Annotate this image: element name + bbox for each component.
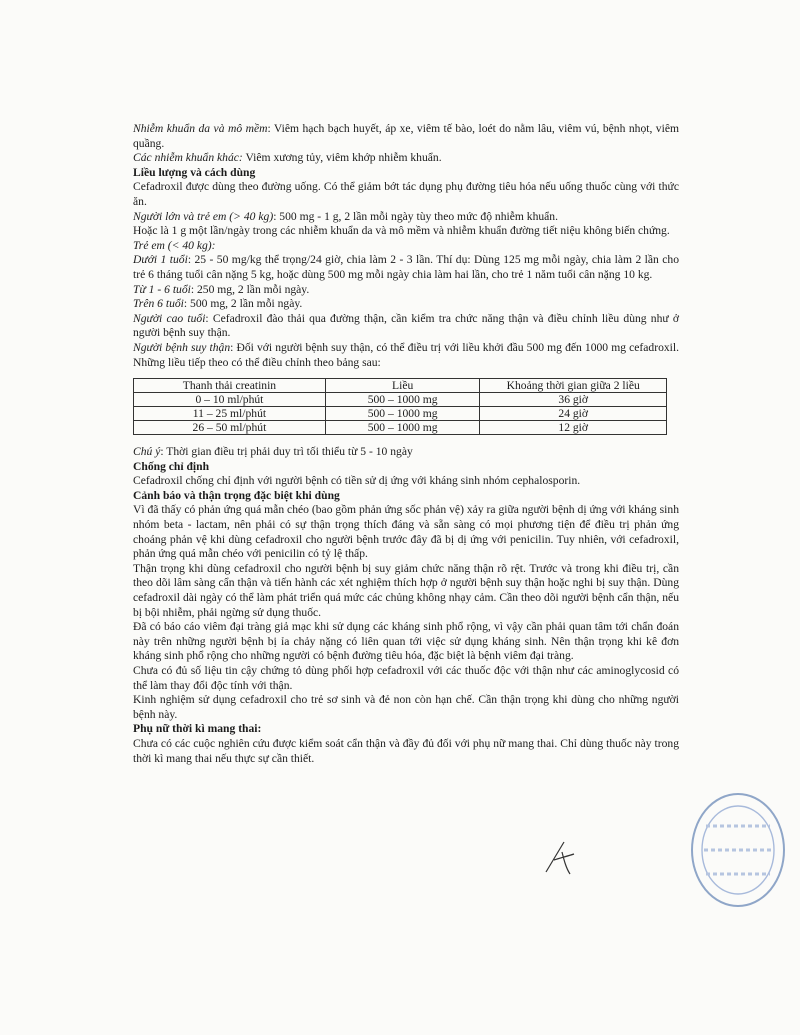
child-dose-label: Trẻ em (< 40 kg): xyxy=(133,238,216,252)
renal-label: Người bệnh suy thận xyxy=(133,340,231,354)
over6-text: : 500 mg, 2 lần mỗi ngày. xyxy=(183,297,303,311)
renal-dose-table xyxy=(133,378,667,435)
elderly-paragraph xyxy=(133,312,679,341)
note-label: Chú ý xyxy=(133,445,161,459)
table-row xyxy=(134,421,667,435)
other-infections-paragraph xyxy=(133,151,679,166)
adult-dose-label: Người lớn và trẻ em (> 40 kg) xyxy=(133,209,274,223)
document-body xyxy=(133,122,679,766)
under1-text: : 25 - 50 mg/kg thể trọng/24 giờ, chia làm 2 - 3 lần. Thí dụ: Dùng 125 mg mỗi ngày, chia làm 2 lần cho trẻ 6 tháng tuổi cân nặng 5 kg, hoặc dùng 500 mg mỗi ngày chia làm hai lần, cho trẻ 1 năm tuổi cân nặng 10 kg. xyxy=(133,253,680,281)
skin-infections-text: : Viêm hạch bạch huyết, áp xe, viêm tế bào, loét do nằm lâu, viêm vú, bệnh nhọt, viêm quầng. xyxy=(133,122,679,150)
table-cell: 500 – 1000 mg xyxy=(325,421,480,435)
table-cell: 36 giờ xyxy=(480,393,667,407)
adult-dose-paragraph xyxy=(133,210,679,225)
adult-dose-text: : 500 mg - 1 g, 2 lần mỗi ngày tùy theo mức độ nhiễm khuẩn. xyxy=(273,209,559,223)
dosage-heading: Liều lượng và cách dùng xyxy=(133,165,256,179)
warnings-paragraph-2: Thận trọng khi dùng cefadroxil cho người bệnh bị suy giảm chức năng thận rõ rệt. Trước và trong khi điều trị, cần theo dõi lâm sàng cẩn thận và tiến hành các xét nghiệm thích hợp ở người bệnh suy thận hoặc nghi bị suy thận. Dùng cefadroxil dài ngày có thể làm phát triển quá mức các chủng không nhạy cảm. Cần theo dõi người bệnh cẩn thận, nếu bị bội nhiễm, phải ngừng sử dụng thuốc. xyxy=(133,561,679,619)
contraindications-text: Cefadroxil chống chỉ định với người bệnh có tiền sử dị ứng với kháng sinh nhóm cephalosporin. xyxy=(133,474,581,488)
under1-label: Dưới 1 tuổi xyxy=(133,253,188,267)
table-cell: 12 giờ xyxy=(480,421,667,435)
age1-6-paragraph xyxy=(133,283,679,298)
table-cell: 0 – 10 ml/phút xyxy=(134,393,326,407)
signature-mark-icon xyxy=(540,838,580,878)
table-header-cell: Khoảng thời gian giữa 2 liều xyxy=(480,379,667,393)
table-header-cell: Thanh thải creatinin xyxy=(134,379,326,393)
table-cell: 26 – 50 ml/phút xyxy=(134,421,326,435)
adult-dose-alt: Hoặc là 1 g một lần/ngày trong các nhiễm khuẩn da và mô mềm và nhiễm khuẩn đường tiết niệu không biến chứng. xyxy=(133,224,670,238)
elderly-label: Người cao tuổi xyxy=(133,311,206,325)
dosage-intro: Cefadroxil được dùng theo đường uống. Có thể giảm bớt tác dụng phụ đường tiêu hóa nếu uống thuốc cùng với thức ăn. xyxy=(133,180,679,208)
warnings-paragraph-3: Đã có báo cáo viêm đại tràng giả mạc khi sử dụng các kháng sinh phổ rộng, vì vậy cần phải quan tâm tới chẩn đoán này trên những người bệnh bị ỉa chảy nặng có liên quan tới việc sử dụng kháng sinh. Nên thận trọng khi kê đơn kháng sinh phổ rộng cho những người có bệnh đường tiêu hóa, đặc biệt là bệnh viêm đại tràng. xyxy=(133,620,679,663)
note-text: : Thời gian điều trị phải duy trì tối thiểu từ 5 - 10 ngày xyxy=(160,445,413,459)
table-cell: 500 – 1000 mg xyxy=(325,407,480,421)
age1-6-text: : 250 mg, 2 lần mỗi ngày. xyxy=(190,282,310,296)
pregnancy-heading: Phụ nữ thời kì mang thai: xyxy=(133,722,262,736)
contraindications-heading: Chống chỉ định xyxy=(133,459,210,473)
over6-label: Trên 6 tuổi xyxy=(133,297,184,311)
renal-paragraph xyxy=(133,341,679,370)
table-cell: 24 giờ xyxy=(480,407,667,421)
table-header-cell: Liều xyxy=(325,379,480,393)
other-infections-text: Viêm xương tủy, viêm khớp nhiễm khuẩn. xyxy=(242,151,442,165)
under1-paragraph xyxy=(133,253,679,282)
table-cell: 11 – 25 ml/phút xyxy=(134,407,326,421)
pregnancy-text: Chưa có các cuộc nghiên cứu được kiểm soát cẩn thận và đầy đủ đối với phụ nữ mang thai. Chỉ dùng thuốc này trong thời kì mang thai nếu thực sự cần thiết. xyxy=(133,736,679,765)
table-header-row xyxy=(134,379,667,393)
note-paragraph xyxy=(133,445,679,460)
table-row xyxy=(134,407,667,421)
official-stamp-icon xyxy=(676,790,786,910)
table-row xyxy=(134,393,667,407)
elderly-text: : Cefadroxil đào thải qua đường thận, cần kiểm tra chức năng thận và điều chỉnh liều dùng như ở người bệnh suy thận. xyxy=(133,311,679,340)
age1-6-label: Từ 1 - 6 tuổi xyxy=(133,282,191,296)
table-cell: 500 – 1000 mg xyxy=(325,393,480,407)
warnings-paragraph-5: Kinh nghiệm sử dụng cefadroxil cho trẻ sơ sinh và đẻ non còn hạn chế. Cần thận trọng khi dùng cho những người bệnh này. xyxy=(133,693,679,721)
other-infections-label: Các nhiễm khuẩn khác: xyxy=(133,151,243,165)
warnings-heading: Cảnh báo và thận trọng đặc biệt khi dùng xyxy=(133,488,340,502)
warnings-paragraph-4: Chưa có đủ số liệu tin cậy chứng tỏ dùng phối hợp cefadroxil với các thuốc độc với thận như các aminoglycosid có thể làm thay đổi độc tính với thận. xyxy=(133,664,679,692)
skin-infections-paragraph xyxy=(133,122,679,151)
skin-infections-label: Nhiễm khuẩn da và mô mềm xyxy=(133,122,268,135)
warnings-paragraph-1: Vì đã thấy có phản ứng quá mẫn chéo (bao gồm phản ứng sốc phản vệ) xảy ra giữa người bệnh dị ứng với kháng sinh nhóm beta - lactam, nên phải có sự thận trọng thích đáng và sẵn sàng có mọi phương tiện để điều trị phản ứng choáng phản vệ khi dùng cefadroxil cho người bệnh trước đây đã bị dị ứng với penicilin. Tuy nhiên, với cefadroxil, phản ứng quá mẫn chéo với penicilin có tỷ lệ thấp. xyxy=(133,503,679,561)
renal-text: : Đối với người bệnh suy thận, có thể điều trị với liều khởi đầu 500 mg đến 1000 mg cefadroxil. Những liều tiếp theo có thể điều chỉnh theo bảng sau: xyxy=(133,340,679,369)
over6-paragraph xyxy=(133,297,679,312)
